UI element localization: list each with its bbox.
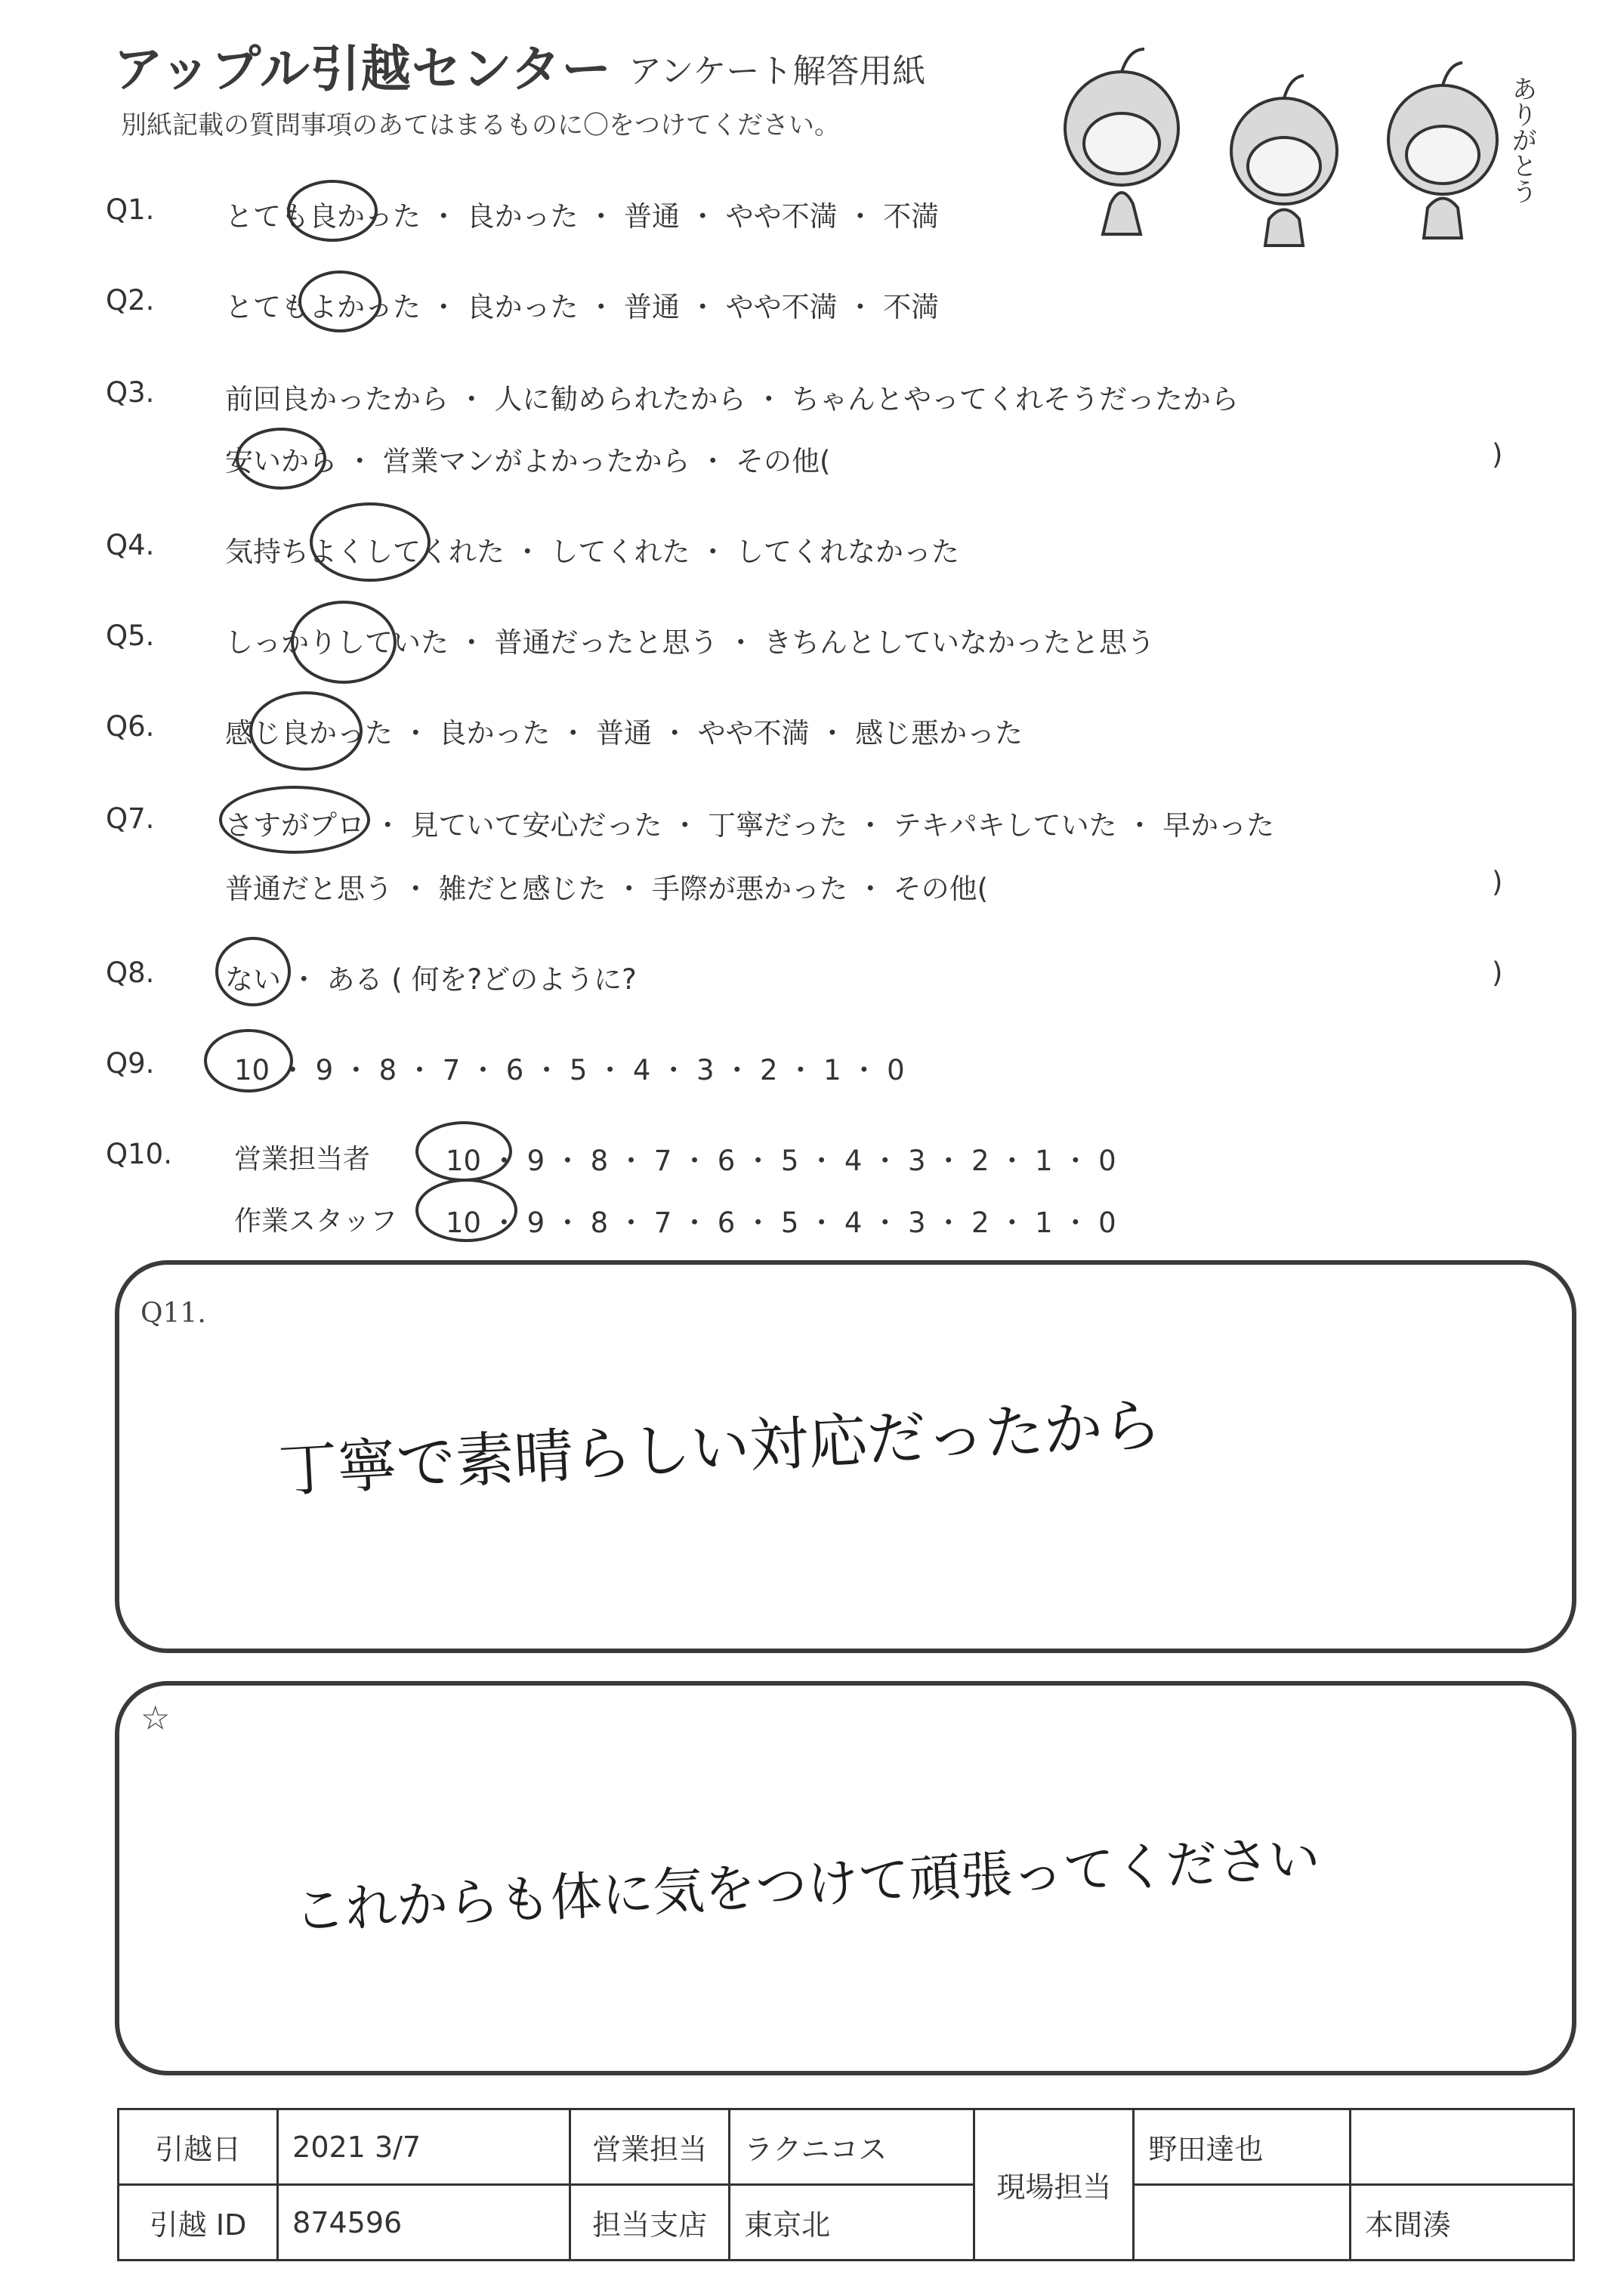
q10-staff-selection-circle [415,1179,517,1242]
q11-label: Q11. [140,1298,206,1329]
site-rep-empty-cell [1350,2109,1573,2185]
branch-value: 東京北 [730,2185,974,2261]
q3-label: Q3. [106,376,155,409]
q11-handwritten-answer: 丁寧で素晴らしい対応だったから [276,1391,1163,1506]
q4-selection-circle [310,502,431,582]
q7-label: Q7. [106,802,155,835]
form-instruction: 別紙記載の質問事項のあてはまるものに〇をつけてください。 [121,110,840,141]
q9-label: Q9. [106,1047,155,1080]
q2-selection-circle [298,270,381,332]
q7-close-paren: ) [1492,866,1503,898]
q7-options-line1: さすがプロ ・ 見ていて安心だった ・ 丁寧だった ・ テキパキしていた ・ 早かった [225,809,1275,842]
move-id-value: 874596 [278,2185,570,2261]
monkey-3-icon [1388,63,1497,238]
q8-selection-circle [215,937,291,1006]
q10-sales-scale: 10 ・ 9 ・ 8 ・ 7 ・ 6 ・ 5 ・ 4 ・ 3 ・ 2 ・ 1 ・ 0 [446,1145,1116,1177]
q10-sales-selection-circle [415,1121,512,1182]
site-rep-value-2: 本間湊 [1350,2185,1573,2261]
monkey-2-icon [1231,76,1337,246]
q3-options-line1: 前回良かったから ・ 人に勧められたから ・ ちゃんとやってくれそうだったから [225,383,1240,416]
q5-label: Q5. [106,620,155,652]
q10-label: Q10. [106,1138,172,1170]
q6-label: Q6. [106,710,155,743]
form-subtitle: アンケート解答用紙 [628,52,926,91]
moving-info-table [117,2108,1575,2261]
q2-label: Q2. [106,284,155,317]
site-rep-label: 現場担当 [974,2109,1134,2261]
q5-options: しっかりしていた ・ 普通だったと思う ・ きちんとしていなかったと思う [225,626,1156,659]
q10-sales-label: 営業担当者 [234,1144,371,1175]
sales-rep-value: ラクニコス [730,2109,974,2185]
mascot-text: ありがとう [1507,76,1537,204]
site-rep-value-1: 野田達也 [1134,2109,1351,2185]
branch-label: 担当支店 [570,2185,730,2261]
q3-selection-circle [236,428,326,490]
q5-selection-circle [291,601,397,684]
star-icon: ☆ [140,1699,171,1738]
move-date-value: 2021 3/7 [278,2109,570,2185]
q3-close-paren: ) [1492,438,1503,471]
q11-comment-box [115,1260,1576,1653]
form-title: アップル引越センター [113,40,613,98]
q8-label: Q8. [106,956,155,989]
q4-label: Q4. [106,529,155,561]
q8-options: ない ・ ある ( 何を?どのように? [225,963,637,996]
q3-options-line2: 安いから ・ 営業マンがよかったから ・ その他( [225,445,831,477]
q9-scale: 10 ・ 9 ・ 8 ・ 7 ・ 6 ・ 5 ・ 4 ・ 3 ・ 2 ・ 1 ・ 0 [234,1054,905,1086]
q7-options-line2: 普通だと思う ・ 雑だと感じた ・ 手際が悪かった ・ その他( [225,873,989,905]
monkey-mascots-illustration [1050,30,1564,249]
q4-options: 気持ちよくしてくれた ・ してくれた ・ してくれなかった [225,536,960,568]
q8-close-paren: ) [1492,956,1503,989]
q1-label: Q1. [106,193,155,226]
move-date-label: 引越日 [119,2109,278,2185]
q2-options: とてもよかった ・ 良かった ・ 普通 ・ やや不満 ・ 不満 [225,291,940,323]
sales-rep-label: 営業担当 [570,2109,730,2185]
message-box [115,1681,1576,2075]
q9-selection-circle [204,1029,293,1092]
monkey-1-icon [1065,49,1178,234]
q10-staff-scale: 10 ・ 9 ・ 8 ・ 7 ・ 6 ・ 5 ・ 4 ・ 3 ・ 2 ・ 1 ・ 0 [446,1207,1116,1239]
move-id-label: 引越 ID [119,2185,278,2261]
q1-selection-circle [287,180,378,242]
q10-staff-label: 作業スタッフ [234,1206,398,1237]
q7-selection-circle [219,786,370,854]
q6-selection-circle [249,691,363,771]
site-rep-empty-cell-2 [1134,2185,1351,2261]
message-handwritten-text: これからも体に気をつけて頑張ってください [292,1828,1322,1942]
q1-options: とても良かった ・ 良かった ・ 普通 ・ やや不満 ・ 不満 [225,200,940,233]
q6-options: 感じ良かった ・ 良かった ・ 普通 ・ やや不満 ・ 感じ悪かった [225,717,1023,749]
